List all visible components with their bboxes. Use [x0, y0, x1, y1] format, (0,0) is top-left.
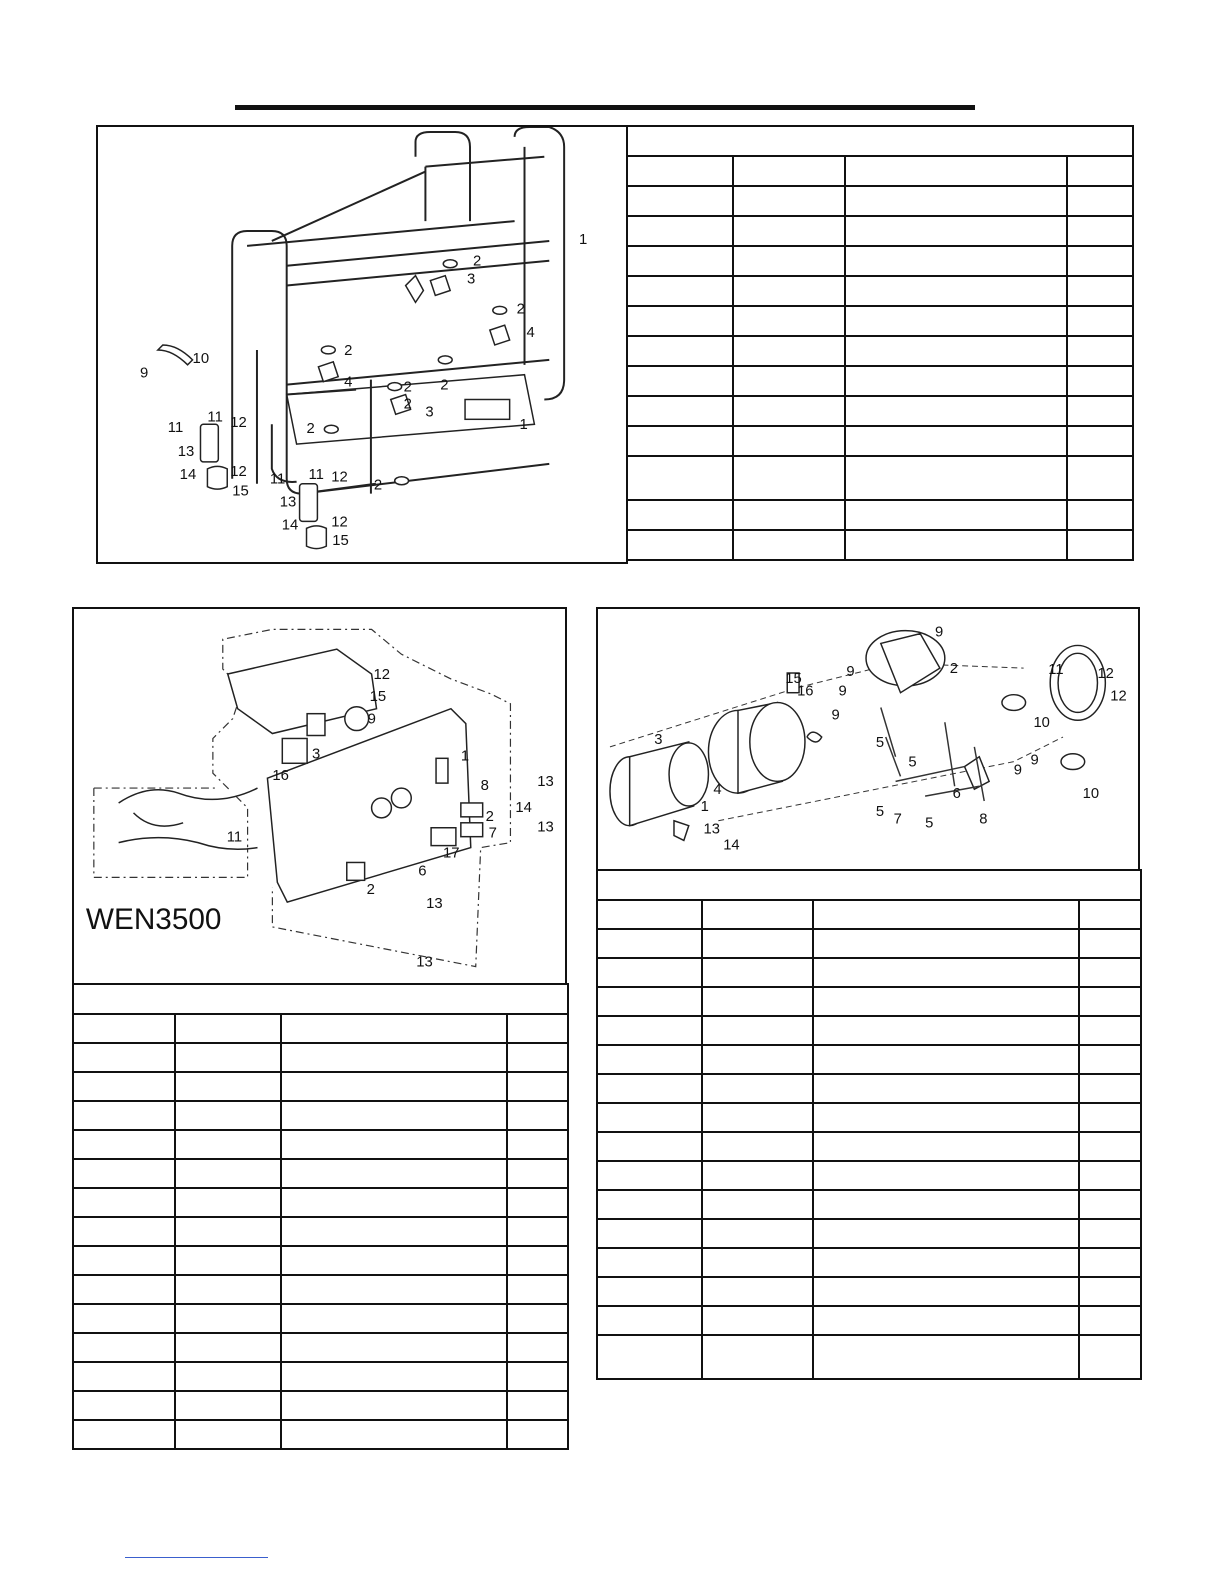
table-row — [73, 1217, 568, 1246]
control-label: 15 — [369, 688, 387, 705]
table-row — [597, 1016, 1141, 1045]
table-row — [73, 1188, 568, 1217]
table-row — [73, 1101, 568, 1130]
alternator-label: 9 — [846, 663, 855, 680]
table-row — [73, 1275, 568, 1304]
table-row — [73, 1391, 568, 1420]
table-row — [73, 1130, 568, 1159]
table-row — [597, 1074, 1141, 1103]
alternator-label: 1 — [700, 798, 709, 815]
frame-label: 2 — [472, 253, 482, 270]
frame-label: 1 — [519, 417, 528, 434]
frame-label: 2 — [516, 301, 525, 318]
table-row — [627, 216, 1133, 246]
control-label: 2 — [485, 808, 494, 825]
control-label: 3 — [312, 746, 321, 763]
frame-label: 2 — [440, 377, 449, 394]
alternator-label: 16 — [797, 683, 814, 700]
table-row — [597, 1248, 1141, 1277]
alternator-label: 9 — [934, 624, 944, 641]
alternator-label: 12 — [1110, 688, 1127, 705]
alternator-label: 8 — [979, 811, 988, 828]
frame-label: 15 — [232, 483, 249, 500]
table-row — [73, 1304, 568, 1333]
alternator-label: 13 — [703, 821, 720, 838]
table-row — [73, 1159, 568, 1188]
alternator-label: 11 — [1048, 662, 1064, 678]
frame-label: 9 — [140, 365, 149, 382]
frame-label: 12 — [230, 463, 247, 480]
table-row — [73, 1420, 568, 1449]
control-label: 16 — [272, 768, 289, 785]
control-label: 9 — [367, 711, 376, 728]
table-row — [627, 500, 1133, 530]
alternator-label: 4 — [713, 782, 722, 799]
table-row — [597, 1335, 1141, 1379]
frame-label: 2 — [344, 342, 353, 359]
table-row — [73, 1043, 568, 1072]
control-label: 17 — [442, 845, 460, 862]
frame-label: 12 — [230, 415, 247, 432]
control-panel-diagram-panel — [72, 607, 567, 985]
alternator-parts-table — [596, 869, 1142, 1380]
frame-label: 13 — [177, 443, 195, 460]
frame-label: 12 — [331, 514, 348, 531]
table-row — [73, 1246, 568, 1275]
alternator-label: 5 — [908, 754, 917, 771]
alternator-label: 9 — [1030, 752, 1039, 769]
frame-label: 11 — [269, 471, 286, 488]
table-row — [597, 929, 1141, 958]
table-row — [597, 1103, 1141, 1132]
table-row — [627, 276, 1133, 306]
table-row — [597, 1277, 1141, 1306]
frame-label: 2 — [306, 421, 315, 438]
table-row — [597, 1190, 1141, 1219]
control-label: 7 — [488, 825, 497, 842]
table-header-row — [597, 900, 1141, 929]
frame-label: 11 — [167, 420, 184, 437]
alternator-label: 6 — [952, 786, 961, 803]
table-row — [627, 306, 1133, 336]
table-row — [73, 1072, 568, 1101]
frame-label: 11 — [308, 466, 324, 483]
table-row — [597, 1161, 1141, 1190]
alternator-label: 14 — [723, 837, 740, 854]
frame-label: 14 — [281, 517, 299, 534]
control-label: 14 — [515, 799, 532, 816]
title-rule — [235, 105, 975, 110]
table-row — [597, 1132, 1141, 1161]
alternator-label: 15 — [785, 670, 802, 687]
alternator-diagram — [598, 609, 1138, 869]
control-label: 6 — [418, 863, 427, 880]
alternator-label: 9 — [838, 683, 847, 700]
table-title-row — [597, 870, 1141, 900]
control-label: 13 — [426, 896, 443, 913]
frame-diagram-panel — [96, 125, 628, 564]
control-label: 8 — [480, 778, 489, 795]
alternator-label: 12 — [1097, 665, 1114, 682]
alternator-label: 10 — [1082, 786, 1100, 803]
table-row — [627, 426, 1133, 456]
frame-parts-table — [626, 125, 1134, 561]
footer-link[interactable] — [125, 1556, 268, 1558]
table-title-row — [73, 984, 568, 1014]
frame-label: 3 — [467, 271, 476, 288]
control-label: 13 — [416, 954, 433, 971]
frame-label: 12 — [331, 469, 348, 486]
control-label: 11 — [226, 829, 243, 846]
alternator-label: 5 — [875, 803, 885, 820]
frame-label: 2 — [403, 396, 412, 413]
table-row — [627, 456, 1133, 500]
control-label: 1 — [460, 748, 470, 765]
control-label: 12 — [373, 666, 391, 683]
table-row — [597, 987, 1141, 1016]
table-row — [627, 336, 1133, 366]
frame-label: 10 — [192, 350, 210, 367]
alternator-label: 5 — [875, 734, 885, 751]
table-row — [627, 530, 1133, 560]
control-panel-diagram — [74, 609, 565, 985]
alternator-label: 7 — [893, 811, 902, 828]
model-label: WEN3500 — [85, 902, 222, 936]
control-label: 13 — [537, 819, 554, 836]
table-header-row — [627, 156, 1133, 186]
table-row — [627, 246, 1133, 276]
table-row — [597, 1045, 1141, 1074]
table-row — [597, 1306, 1141, 1335]
frame-label: 2 — [373, 477, 383, 494]
frame-label: 2 — [403, 379, 412, 396]
alternator-label: 2 — [949, 661, 958, 678]
frame-label: 13 — [279, 494, 297, 511]
frame-label: 15 — [332, 533, 349, 550]
alternator-label: 9 — [1013, 762, 1022, 779]
frame-label: 3 — [425, 404, 434, 421]
control-panel-parts-table — [72, 983, 569, 1450]
alternator-label: 5 — [925, 815, 934, 832]
control-label: 13 — [537, 774, 554, 791]
table-row — [597, 958, 1141, 987]
control-label: 2 — [366, 882, 375, 899]
frame-diagram — [98, 127, 626, 562]
frame-label: 1 — [579, 231, 588, 248]
table-row — [73, 1333, 568, 1362]
alternator-label: 10 — [1033, 715, 1050, 732]
alternator-diagram-panel — [596, 607, 1140, 871]
frame-label: 14 — [179, 466, 197, 483]
frame-label: 4 — [526, 325, 535, 342]
table-row — [627, 396, 1133, 426]
table-row — [627, 186, 1133, 216]
table-row — [73, 1362, 568, 1391]
table-row — [597, 1219, 1141, 1248]
alternator-label: 9 — [831, 707, 840, 724]
table-header-row — [73, 1014, 568, 1043]
alternator-label: 3 — [654, 731, 663, 748]
frame-label: 4 — [344, 374, 353, 391]
table-title-row — [627, 126, 1133, 156]
table-row — [627, 366, 1133, 396]
frame-label: 11 — [207, 409, 223, 426]
